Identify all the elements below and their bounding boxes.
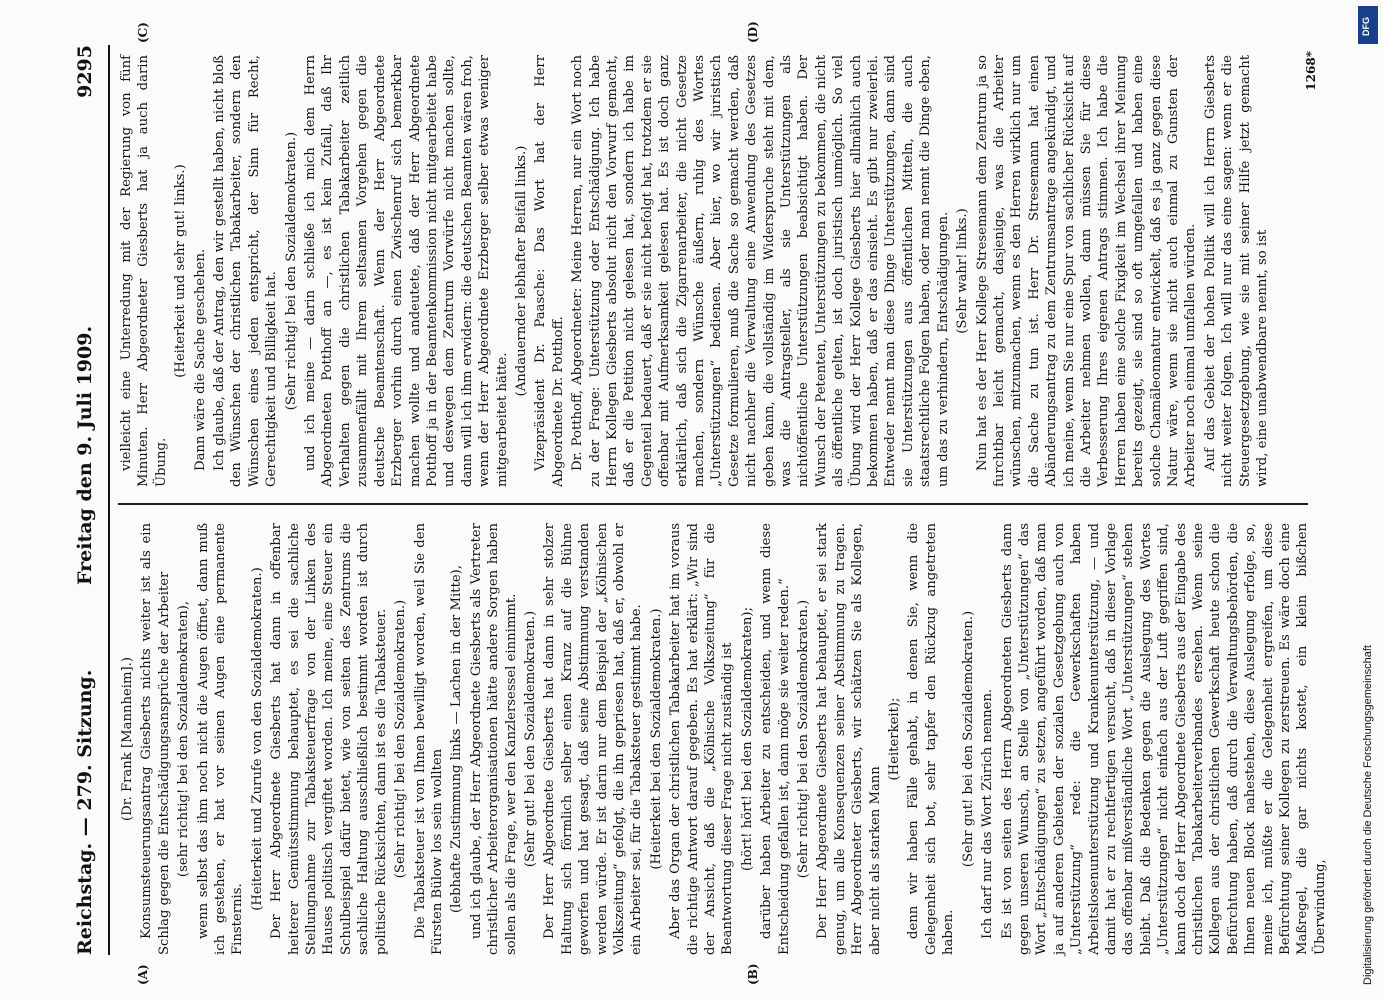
stage-direction: (Sehr gut! bei den Sozialdemokraten.)	[960, 610, 976, 868]
column-divider	[118, 503, 1308, 505]
digitization-credit: Digitalisierung gefördert durch die Deutsche Forschungsgemeinschaft	[1362, 645, 1374, 985]
text-paragraph: Ich glaube, daß der Antrag, den wir gestellt haben, nicht bloß den Wünschen der christlichen Tabakarbeiter, sondern den Wünschen eines jeden entspricht, der Sinn für Recht, Gerechtigkeit und Billigkeit hat.	[212, 55, 280, 487]
stage-direction: (hört! hört! bei den Sozialdemokraten);	[739, 606, 755, 872]
header-session: Reichstag. — 279. Sitzung.	[74, 669, 96, 955]
stage-direction: (Sehr richtig! bei den Sozialdemokraten.)	[393, 599, 409, 879]
right-column	[118, 55, 1308, 487]
stage-direction: (sehr richtig! bei den Sozialdemokraten),	[176, 600, 192, 878]
margin-mark-d: (D)	[746, 21, 760, 43]
text-paragraph: darüber haben Arbeiter zu entscheiden, und wenn diese Entscheidung gefallen ist, dann möge sie weiter reden.“	[759, 523, 792, 955]
stage-direction: (Andauernder lebhafter Beifall links.)	[513, 145, 529, 397]
stage-direction: (Heiterkeit und Zurufe von den Sozialdemokraten.)	[249, 567, 265, 911]
stage-direction: (Sehr richtig! bei den Sozialdemokraten.)	[283, 131, 299, 411]
text-paragraph: Konsumsteuerungsantrag Giesberts nichts weiter ist als ein Schlag gegen die Entschädigungsansprüche der Arbeiter	[139, 523, 172, 955]
text-paragraph: Ich darf nur das Wort Zürich nennen.	[980, 688, 996, 939]
header-page-number: 9295	[74, 45, 96, 98]
dfg-logo-text: DFG	[1361, 17, 1371, 36]
text-paragraph: Dann wäre die Sache geschehen.	[192, 248, 208, 471]
dfg-logo	[1358, 6, 1378, 44]
text-paragraph: Auf das Gebiet der hohen Politik will ich Herrn Giesberts nicht weiter folgen. Ich will nur das eine sagen: wenn er die Steuergesetzgebung, wie sie mit seiner Hilfe jetzt gemacht wird, eine unabwendbare nennt, so ist	[1202, 55, 1270, 487]
left-column	[118, 523, 1328, 955]
margin-mark-c: (C)	[136, 22, 150, 43]
signature-mark: 1268*	[1304, 51, 1318, 91]
stage-direction: (Sehr wahr! links.)	[955, 208, 971, 334]
margin-mark-b: (B)	[746, 963, 760, 985]
text-paragraph: Die Tabaksteuer ist von Ihnen bewilligt worden, weil Sie den Fürsten Bülow los sein wollten	[412, 523, 445, 955]
text-paragraph: Es ist von seiten des Herrn Abgeordneten Giesberts dann gegen unseren Wunsch, an Stelle von „Unterstützungen“ das Wort „Entschädigungen“ zu setzen, angeführt worden, daß man ja auf anderen Gebieten der sozialen Gesetzgebung auch von „Unterstützung“ rede: die Gewerkschaften haben Arbeitslosenunterstützung und Krankenunterstützung, — und damit hat er zu rechtfertigen versucht, daß in dieser Vorlage das offenbar mißverständliche Wort „Unterstützungen“ stehen bleibt. Daß die Bedenken gegen die Auslegung des Wortes „Unterstützungen“ nicht einfach aus der Luft gegriffen sind, kann doch der Herr Abgeordnete Giesberts aus der Eingabe des christlichen Tabakarbeiterverbandes ersehen. Wenn seine Kollegen aus der christlichen Gewerkschaft heute schon die Befürchtung haben, daß durch die Verwaltungsbehörden, die Ihnen neuen Block nahestehen, diese Auslegung erfolge, so, meine ich, müßte er die Gelegenheit ergreifen, um diese Befürchtung seiner Kollegen zu zerstreuen. Es wäre doch eine Maßregel, die gar nichts kostet, ein klein bißchen Überwindung,	[999, 523, 1328, 955]
text-paragraph: Nun hat es der Herr Kollege Stresemann dem Zentrum ja so furchtbar leicht gemacht, dasjenige, was die Arbeiter wünschen, mitzumachen, wenn es den Herren wirklich nur um die Sache zu tun ist. Herr Dr. Stresemann hat einen Abänderungsantrag zu dem Zentrumsantrage angekündigt, und ich meine, wenn Sie nur eine Spur von sachlicher Rücksicht auf die Arbeiter nehmen wollen, dann müssen Sie für diese Verbesserung Ihres eigenen Antrags stimmen. Ich habe die Herren haben eine solche Fixigkeit im Wechsel ihrer Meinung bereits gezeigt, sie sind so oft umgefallen und haben eine solche Chamäleonnatur entwickelt, daß es ja ganz gegen diese Natur wäre, wenn sie nicht auch einmal zu Gunsten der Arbeiter noch einmal umfallen würden.	[974, 55, 1199, 487]
page-header	[66, 45, 110, 955]
stage-direction: (Sehr gut! bei den Sozialdemokraten.)	[522, 610, 538, 868]
text-paragraph: Der Herr Abgeordnete Giesberts hat dann in sehr stolzer Haltung sich förmlich selber einen Kranz auf die Bühne geworfen und hat gesagt, daß seine Abstimmung verstanden werden würde. Er ist darin nur dem Beispiel der „Kölnischen Volkszeitung“ gefolgt, die ihn gepriesen hat, daß er, obwohl er ein Arbeiter sei, für die Tabaksteuer gestimmt habe.	[542, 523, 645, 955]
margin-mark-a: (A)	[136, 964, 150, 985]
stage-direction: (lebhafte Zustimmung links — Lachen in der Mitte),	[449, 564, 465, 914]
text-paragraph: und ich meine — darin schließe ich mich dem Herrn Abgeordneten Potthoff an —, es ist kein Zufall, daß Ihr Verhalten gegen die christlichen Tabakarbeiter zeitlich zusammenfällt mit Ihrem seltsamen Vorgehen gegen die deutsche Beamtenschaft. Wenn der Herr Abgeordnete Erzberger vorhin durch einen Zwischenruf sich bemerkbar machen wollte und andeutete, daß der Herr Abgeordnete Potthoff ja in der Beamtenkommission nicht mitgearbeitet habe und deswegen dem Zentrum Vorwürfe nicht machen sollte, dann will ich ihm erwidern: die deutschen Beamten wären froh, wenn der Herr Abgeordnete Erzberger selber etwas weniger mitgearbeitet hätte.	[303, 55, 510, 487]
stage-direction: (Heiterkeit bei den Sozialdemokraten.)	[648, 608, 664, 870]
text-paragraph: denn wir haben Fälle gehabt, in denen Sie, wenn die Gelegenheit sich bot, sehr tapfer den Rückzug angetreten haben.	[906, 523, 957, 955]
text-paragraph: wenn selbst das ihm noch nicht die Augen öffnet, dann muß ich gestehen, er hat vor seinen Augen eine permanente Finsternis.	[195, 523, 246, 955]
header-date: Freitag den 9. Juli 1909.	[74, 325, 96, 585]
text-paragraph: Vizepräsident Dr. Paasche: Das Wort hat der Herr Abgeordnete Dr. Potthoff.	[533, 55, 566, 487]
stage-direction: (Heiterkeit und sehr gut! links.)	[173, 164, 189, 378]
text-paragraph: Der Herr Abgeordnete Giesberts hat behauptet, er sei stark genug, um alle Konsequenzen seiner Abstimmung zu tragen. Herr Abgeordneter Giesberts, wir schätzen Sie als Kollegen, aber nicht als starken Mann	[815, 523, 883, 955]
stage-direction: (Dr. Frank [Mannheim].)	[120, 657, 135, 821]
rotated-document	[66, 21, 1328, 985]
stage-direction: (Sehr richtig! bei den Sozialdemokraten.)	[796, 599, 812, 879]
text-paragraph: Der Herr Abgeordnete Giesberts hat dann in offenbar heiterer Gemütsstimmung behauptet, es sei die sachliche Stellungnahme zur Tabaksteuerfrage von der Linken des Hauses politisch vergiftet worden. Ich meine, eine Steuer ein Schulbeispiel dafür bietet, wie von seiten des Zentrums die sachliche Haltung ausschließlich bestimmt worden ist durch politische Rücksichten, dann ist es die Tabaksteuer.	[269, 523, 389, 955]
text-paragraph: Dr. Potthoff, Abgeordneter: Meine Herren, nur ein Wort noch zu der Frage: Unterstützung oder Entschädigung. Ich habe Herrn Kollegen Giesberts absolut nicht den Vorwurf gemacht, daß er die Petition nicht gelesen hat, sondern ich habe im Gegenteil bedauert, daß er sie nicht befolgt hat, trotzdem er sie offenbar mit Aufmerksamkeit gelesen hat. Es ist doch ganz erklärlich, daß sich die Zigarrenarbeiter, die nicht Gesetze machen, sondern Wünsche äußern, ruhig des Wortes „Unterstützungen“ bedienen. Aber hier, wo wir juristisch Gesetze formulieren, muß die Sache so gemacht werden, daß nicht nachher die Verwaltung eine Anwendung des Gesetzes geben kann, die vollständig im Widerspruche steht mit dem, was die Antragsteller, als sie Unterstützungen als nichtöffentliche Unterstützungen beabsichtigt haben. Der Wunsch der Petenten, Unterstützungen zu bekommen, die nicht als öffentliche gelten, ist doch juristisch unmöglich. So viel Übung wird der Herr Kollege Giesberts hier allmählich auch bekommen haben, daß er das einsieht. Es gibt nur zweierlei. Entweder nennt man diese Dinge Unterstützungen, dann sind sie Unterstützungen aus öffentlichen Mitteln, die auch staatsrechtliche Folgen haben, oder man nennt die Dinge eben, um das zu verhindern, Entschädigungen.	[570, 55, 951, 487]
text-paragraph: Aber das Organ der christlichen Tabakarbeiter hat im voraus die richtige Antwort darauf gegeben. Es hat erklärt: „Wir sind der Ansicht, daß die „Kölnische Volkszeitung“ für die Beantwortung dieser Frage nicht zuständig ist	[668, 523, 736, 955]
text-paragraph: vielleicht eine Unterredung mit der Regierung von fünf Minuten. Herr Abgeordneter Giesberts hat ja auch darin Übung.	[119, 55, 169, 487]
stage-direction: (Heiterkeit);	[887, 697, 903, 781]
text-paragraph: und ich glaube, der Herr Abgeordnete Giesberts als Vertreter christlicher Arbeiterorganisationen hätte andere Sorgen haben sollen als die Frage, wer den Kanzlersessel einnimmt.	[468, 523, 519, 955]
